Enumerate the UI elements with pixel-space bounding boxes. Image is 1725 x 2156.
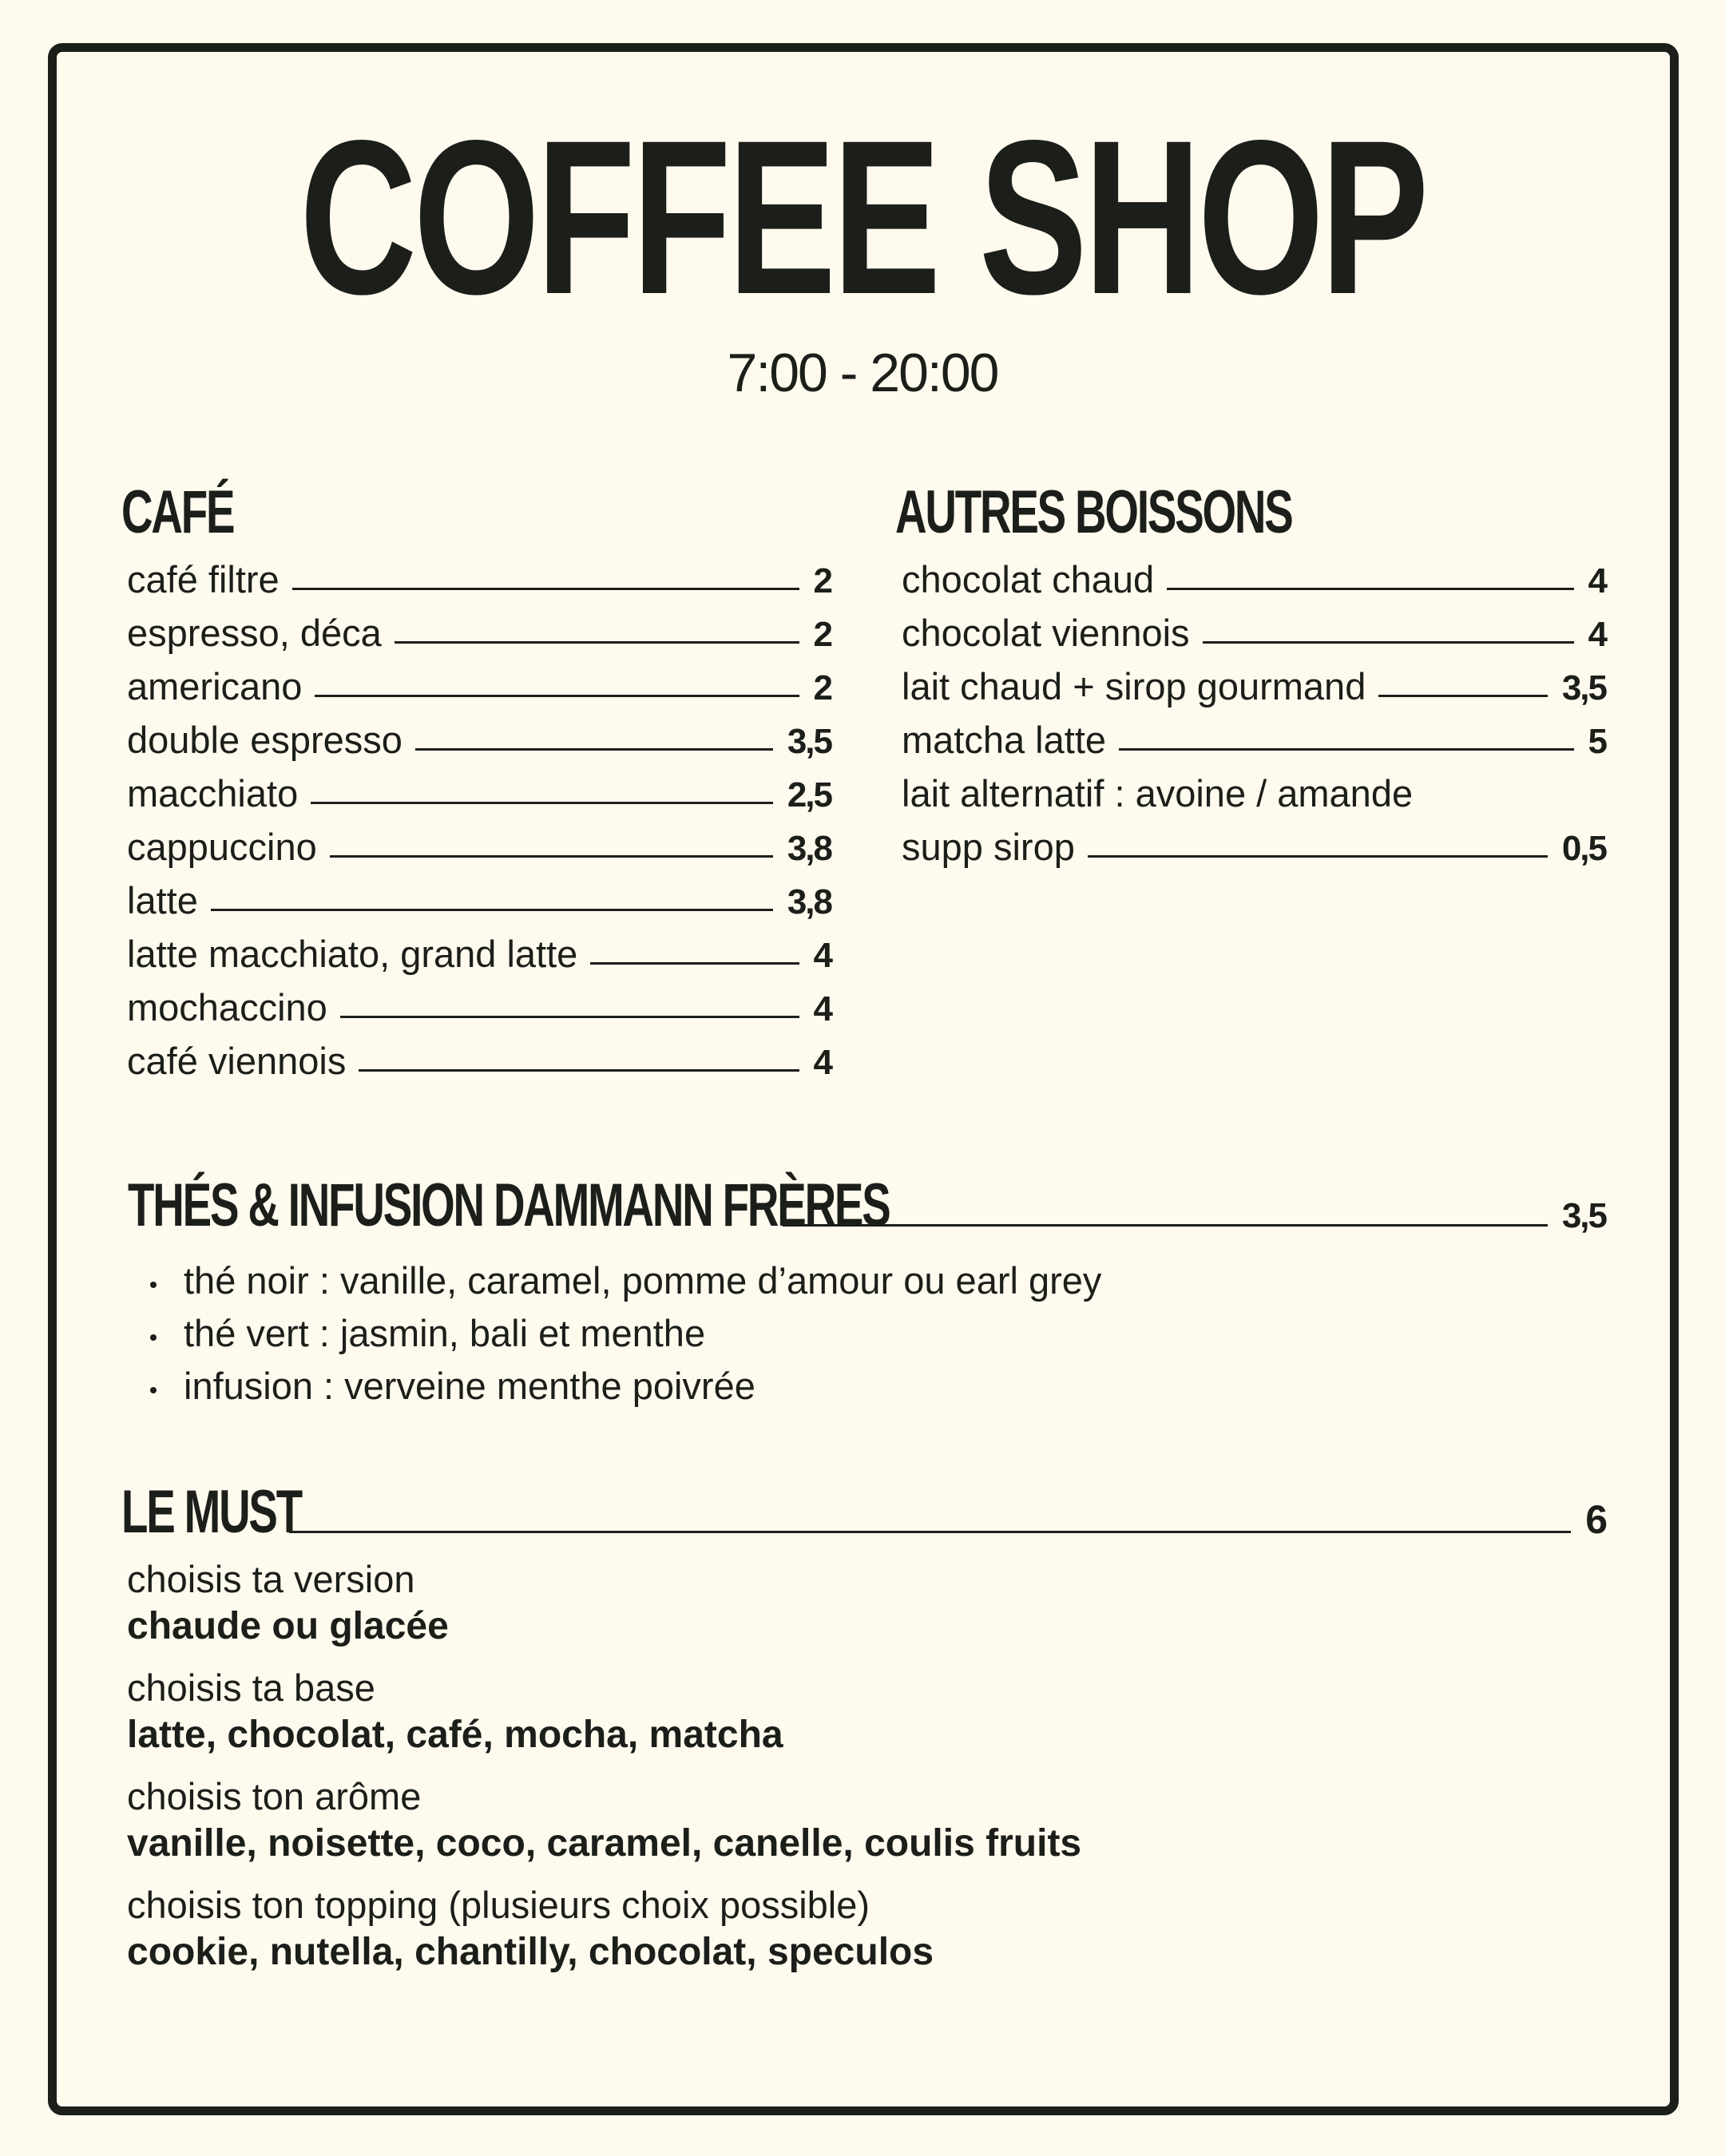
price-leader-line	[315, 695, 799, 697]
thes-list-item	[145, 1302, 1101, 1355]
autres-menu-item	[902, 708, 1606, 762]
cafe-item-name: macchiato	[127, 772, 299, 814]
cafe-item-price: 4	[813, 936, 831, 975]
price-leader-line	[1167, 588, 1573, 590]
cafe-item-name: café viennois	[127, 1040, 347, 1082]
must-step-options: chaude ou glacée	[127, 1605, 449, 1647]
autres-item-name: lait alternatif : avoine / amande	[902, 772, 1414, 814]
cafe-item-price: 3,8	[787, 829, 831, 868]
opening-hours: 7:00 - 20:00	[727, 343, 998, 403]
cafe-menu-item	[127, 601, 831, 655]
page-title: COFFEE SHOP	[299, 95, 1426, 340]
must-heading-row: LE MUST 6	[121, 1478, 1606, 1546]
thes-item-text: thé noir : vanille, caramel, pomme d’amour ou earl grey	[184, 1259, 1102, 1302]
cafe-menu-item	[127, 708, 831, 762]
autres-item-name: matcha latte	[902, 719, 1107, 761]
autres-item-price: 5	[1588, 722, 1606, 761]
cafe-menu-item	[127, 762, 831, 815]
cafe-menu-item	[127, 548, 831, 601]
thes-item-text: infusion : verveine menthe poivrée	[184, 1365, 755, 1407]
must-steps	[127, 1556, 1081, 1990]
price-leader-line	[340, 1016, 799, 1018]
price-leader-line	[1119, 748, 1573, 751]
thes-heading-row: THÉS & INFUSION DAMMANN FRÈRES 3,5	[128, 1171, 1606, 1239]
must-step-options: latte, chocolat, café, mocha, matcha	[127, 1714, 783, 1756]
cafe-item-price: 2	[813, 561, 831, 600]
cafe-item-price: 2	[813, 615, 831, 654]
must-price-leader	[289, 1531, 1571, 1533]
must-step-question: choisis ton arôme	[127, 1775, 422, 1817]
thes-list-item	[145, 1355, 1101, 1408]
cafe-item-name: latte macchiato, grand latte	[127, 933, 578, 975]
autres-item-name: supp sirop	[902, 826, 1075, 868]
must-step	[127, 1773, 1081, 1867]
must-step	[127, 1556, 1081, 1650]
thes-price-leader	[783, 1224, 1548, 1227]
price-leader-line	[1378, 695, 1548, 697]
must-step-options: vanille, noisette, coco, caramel, canelle, coulis fruits	[127, 1822, 1082, 1865]
autres-menu-item	[902, 601, 1606, 655]
price-leader-line	[211, 909, 773, 911]
cafe-menu-item	[127, 869, 831, 922]
must-step	[127, 1881, 1081, 1976]
cafe-menu-item	[127, 655, 831, 708]
price-leader-line	[590, 962, 799, 965]
autres-menu-item	[902, 655, 1606, 708]
cafe-item-price: 2,5	[787, 775, 831, 814]
autres-item-price: 4	[1588, 615, 1606, 654]
cafe-item-price: 4	[813, 989, 831, 1028]
must-step	[127, 1664, 1081, 1758]
autres-item-price: 3,5	[1561, 668, 1606, 707]
autres-item-name: lait chaud + sirop gourmand	[902, 665, 1366, 707]
cafe-item-price: 2	[813, 668, 831, 707]
autres-item-price: 4	[1588, 561, 1606, 600]
price-leader-line	[415, 748, 773, 751]
cafe-menu-item	[127, 815, 831, 869]
price-leader-line	[1203, 641, 1574, 644]
autres-item-list	[902, 548, 1606, 869]
price-leader-line	[359, 1069, 799, 1072]
cafe-menu-item	[127, 1029, 831, 1083]
autres-section-title: AUTRES BOISSONS	[895, 478, 1292, 546]
bullet-icon	[150, 1334, 157, 1341]
cafe-item-price: 4	[813, 1043, 831, 1082]
cafe-item-name: café filtre	[127, 558, 280, 600]
thes-price: 3,5	[1561, 1196, 1606, 1235]
price-leader-line	[330, 855, 773, 858]
must-step-question: choisis ton topping (plusieurs choix possible)	[127, 1884, 870, 1926]
autres-item-price: 0,5	[1561, 829, 1606, 868]
must-step-question: choisis ta base	[127, 1667, 375, 1709]
cafe-item-list	[127, 548, 831, 1083]
must-step-question: choisis ta version	[127, 1558, 415, 1600]
cafe-menu-item	[127, 922, 831, 976]
must-price: 6	[1585, 1497, 1606, 1542]
cafe-item-price: 3,5	[787, 722, 831, 761]
cafe-item-name: cappuccino	[127, 826, 317, 868]
cafe-item-name: espresso, déca	[127, 612, 382, 654]
thes-item-text: thé vert : jasmin, bali et menthe	[184, 1312, 706, 1354]
price-leader-line	[311, 802, 773, 804]
cafe-item-name: latte	[127, 879, 198, 921]
cafe-item-price: 3,8	[787, 882, 831, 921]
cafe-section-title: CAFÉ	[121, 478, 234, 546]
price-leader-line	[395, 641, 799, 644]
autres-menu-item	[902, 815, 1606, 869]
autres-menu-item	[902, 762, 1606, 815]
price-leader-line	[1088, 855, 1548, 858]
cafe-menu-item	[127, 976, 831, 1029]
bullet-icon	[150, 1282, 157, 1288]
cafe-item-name: mochaccino	[127, 986, 327, 1028]
bullet-icon	[150, 1387, 157, 1393]
thes-list-item	[145, 1250, 1101, 1302]
price-leader-line	[292, 588, 799, 590]
cafe-item-name: double espresso	[127, 719, 402, 761]
autres-menu-item	[902, 548, 1606, 601]
autres-item-name: chocolat viennois	[902, 612, 1190, 654]
autres-item-name: chocolat chaud	[902, 558, 1155, 600]
thes-bullet-list	[145, 1250, 1101, 1408]
must-step-options: cookie, nutella, chantilly, chocolat, speculos	[127, 1931, 934, 1973]
cafe-item-name: americano	[127, 665, 303, 707]
